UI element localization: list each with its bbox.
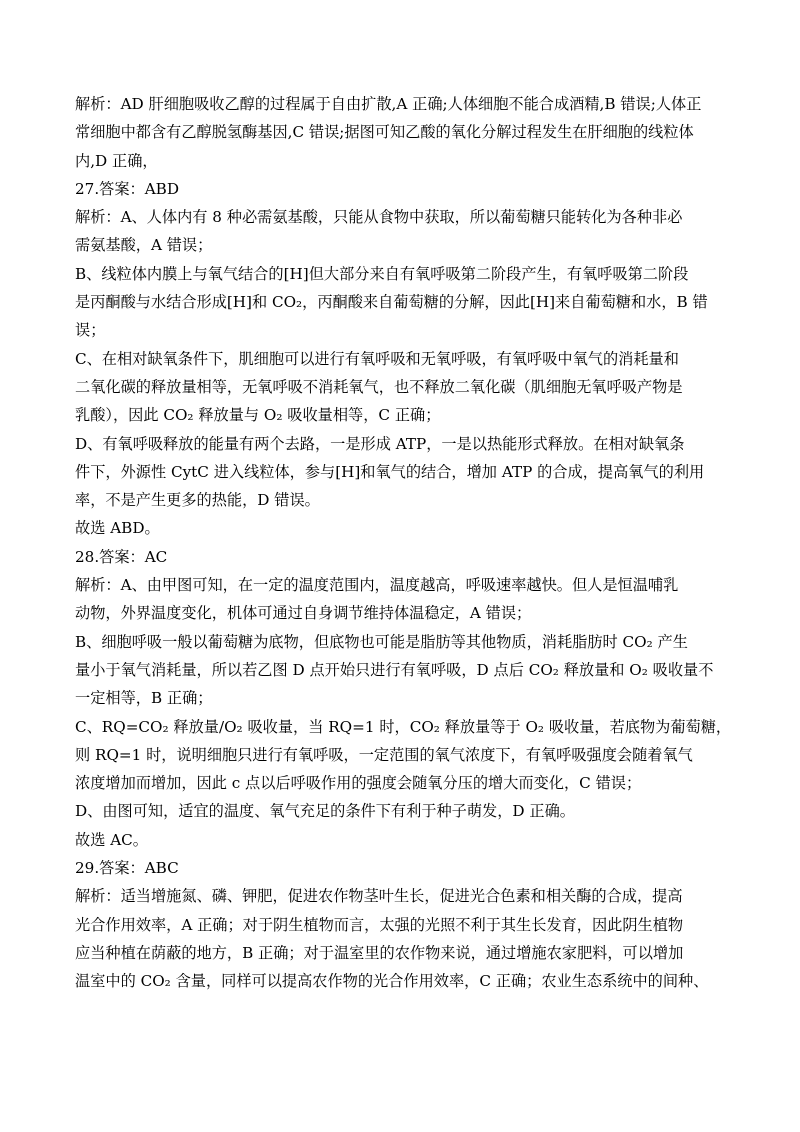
answer-heading: 28.答案：AC [75, 547, 168, 566]
answer-heading: 27.答案：ABD [75, 179, 180, 198]
answer-heading: 29.答案：ABC [75, 859, 179, 878]
text-line: 光合作用效率，A 正确；对于阴生植物而言，太强的光照不利于其生长发育，因此阴生植物 [75, 915, 684, 934]
text-line: 故选 AC。 [75, 830, 148, 849]
text-line: B、细胞呼吸一般以葡萄糖为底物，但底物也可能是脂肪等其他物质，消耗脂肪时 CO₂ 产生 [75, 632, 688, 651]
document-page [75, 90, 735, 996]
text-line: 一定相等，B 正确； [75, 689, 213, 708]
text-line: 浓度增加而增加，因此 c 点以后呼吸作用的强度会随氧分压的增大而变化，C 错误； [75, 774, 642, 793]
text-line: 解析：适当增施氮、磷、钾肥，促进农作物茎叶生长，促进光合色素和相关酶的合成，提高 [75, 887, 683, 906]
text-line: 需氨基酸，A 错误； [75, 236, 213, 255]
text-line: 是丙酮酸与水结合形成[H]和 CO₂，丙酮酸来自葡萄糖的分解，因此[H]来自葡萄糖和水，B 错 [75, 293, 708, 312]
text-line: 故选 ABD。 [75, 519, 160, 538]
text-line: 解析：A、由甲图可知，在一定的温度范围内，温度越高，呼吸速率越快。但人是恒温哺乳 [75, 576, 679, 595]
text-line: C、RQ=CO₂ 释放量/O₂ 吸收量，当 RQ=1 时，CO₂ 释放量等于 O₂ 吸收量，若底物为葡萄糖， [75, 717, 732, 736]
text-line: 乳酸），因此 CO₂ 释放量与 O₂ 吸收量相等，C 正确； [75, 406, 441, 425]
text-line: 应当种植在荫蔽的地方，B 正确；对于温室里的农作物来说，通过增施农家肥料，可以增加 [75, 943, 684, 962]
text-line: C、在相对缺氧条件下，肌细胞可以进行有氧呼吸和无氧呼吸，有氧呼吸中氧气的消耗量和 [75, 349, 679, 368]
text-line: 件下，外源性 CytC 进入线粒体，参与[H]和氧气的结合，增加 ATP 的合成，提高氧气的利用 [75, 462, 705, 481]
text-line: 误； [75, 321, 106, 340]
text-line: B、线粒体内膜上与氧气结合的[H]但大部分来自有氧呼吸第二阶段产生，有氧呼吸第二阶段 [75, 264, 689, 283]
text-line: 动物，外界温度变化，机体可通过自身调节维持体温稳定，A 错误； [75, 604, 532, 623]
text-line: D、由图可知，适宜的温度、氧气充足的条件下有利于种子萌发，D 正确。 [75, 802, 575, 821]
text-line: 量小于氧气消耗量，所以若乙图 D 点开始只进行有氧呼吸，D 点后 CO₂ 释放量和 O₂ 吸收量不 [75, 660, 714, 679]
text-line: 二氧化碳的释放量相等，无氧呼吸不消耗氧气，也不释放二氧化碳（肌细胞无氧呼吸产物是 [75, 377, 683, 396]
text-line: 常细胞中都含有乙醇脱氢酶基因,C 错误;据图可知乙酸的氧化分解过程发生在肝细胞的线粒体 [75, 123, 694, 142]
text-line: 解析：AD 肝细胞吸收乙醇的过程属于自由扩散,A 正确;人体细胞不能合成酒精,B 错误;人体正 [75, 95, 702, 113]
text-line: 则 RQ=1 时，说明细胞只进行有氧呼吸，一定范围的氧气浓度下，有氧呼吸强度会随着氧气 [75, 745, 693, 764]
text-line: 温室中的 CO₂ 含量，同样可以提高农作物的光合作用效率，C 正确；农业生态系统中的间种、 [75, 972, 709, 991]
text-line: 率，不是产生更多的热能，D 错误。 [75, 491, 320, 510]
text-line: D、有氧呼吸释放的能量有两个去路，一是形成 ATP，一是以热能形式释放。在相对缺氧条 [75, 434, 685, 453]
text-line: 解析：A、人体内有 8 种必需氨基酸，只能从食物中获取，所以葡萄糖只能转化为各种非必 [75, 208, 683, 227]
text-line: 内,D 正确， [75, 151, 158, 170]
